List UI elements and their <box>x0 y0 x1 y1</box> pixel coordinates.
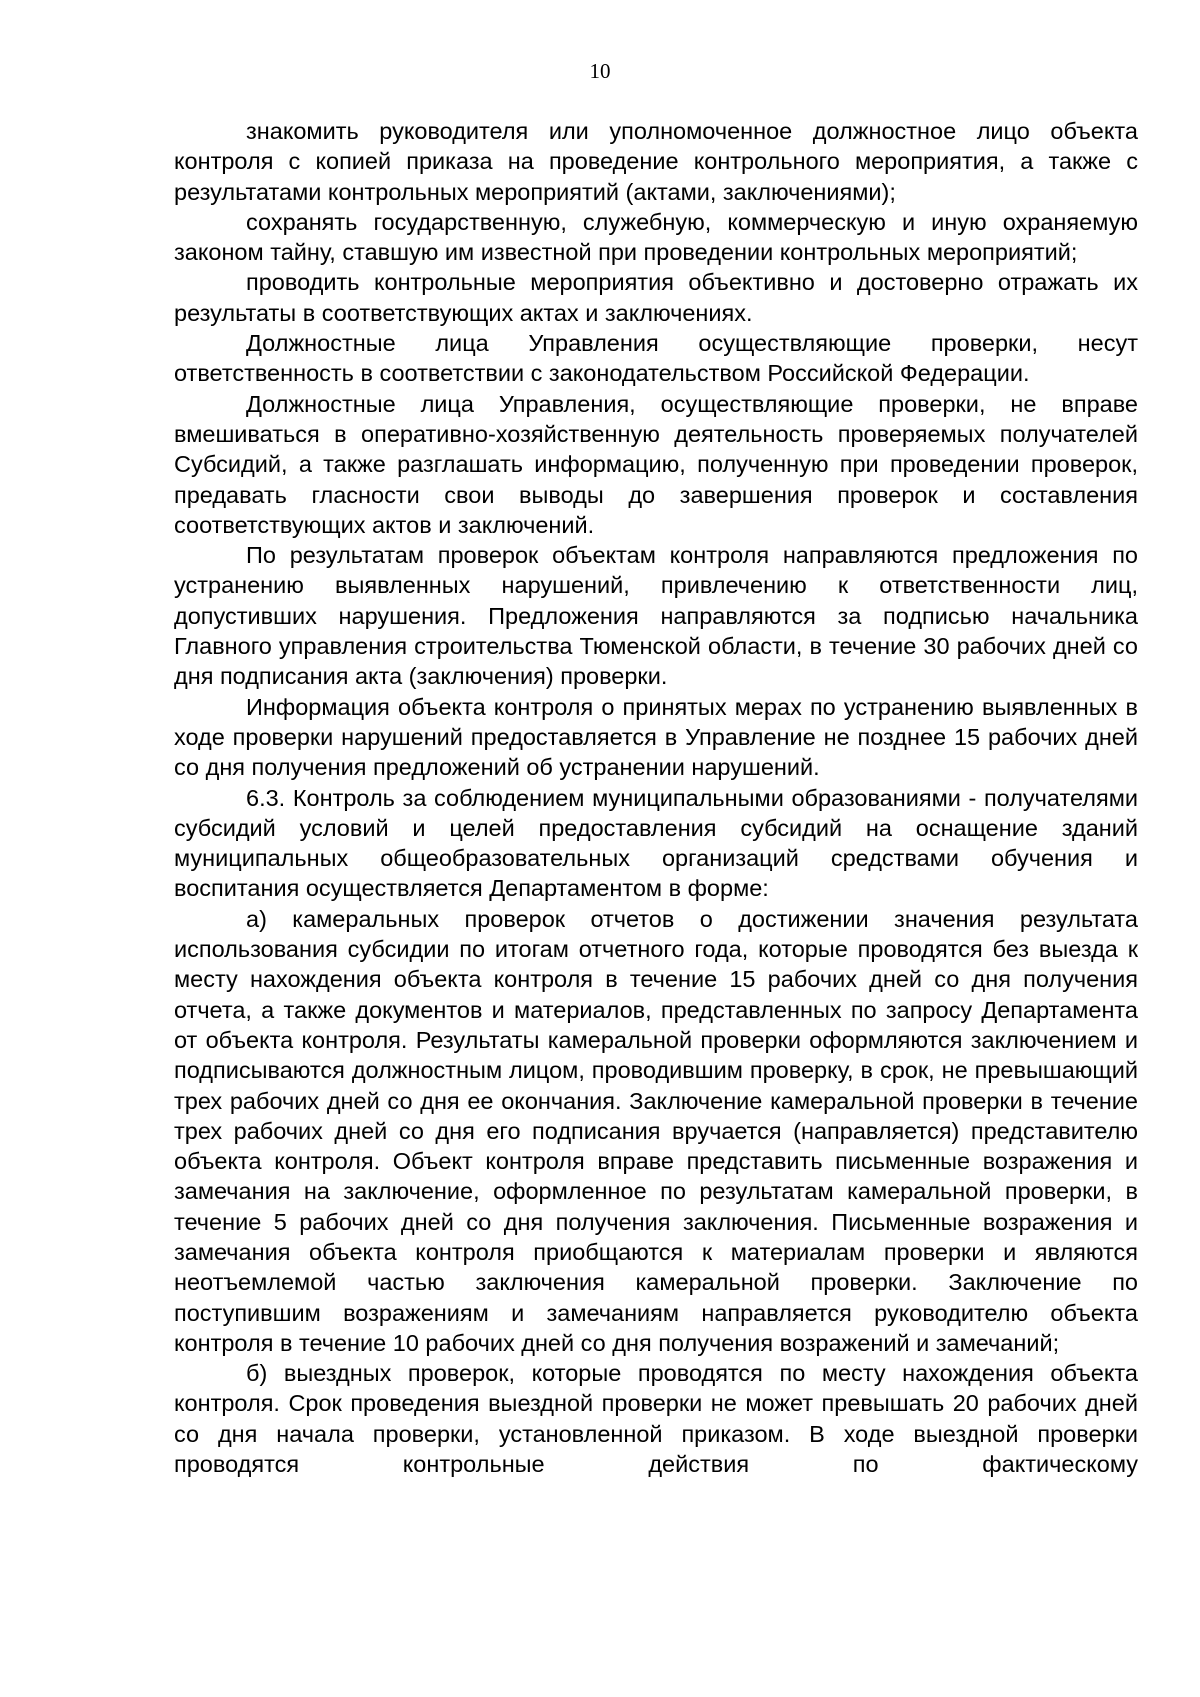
document-body <box>174 116 1138 1479</box>
paragraph-section-6-3: 6.3. Контроль за соблюдением муниципальными образованиями - получателями субсидий условий и целей предоставления субсидий на оснащение зданий муниципальных общеобразовательных организаций средствами обучения и воспитания осуществляется Департаментом в форме: <box>174 784 1138 902</box>
paragraph-keep-secrecy: сохранять государственную, служебную, коммерческую и иную охраняемую законом тайну, ставшую им известной при проведении контрольных мероприятий; <box>174 208 1138 266</box>
paragraph-field-audits: б) выездных проверок, которые проводятся по месту нахождения объекта контроля. Срок проведения выездной проверки не может превышать 20 рабочих дней со дня начала проверки, установленной приказом. В ходе выездной проверки проводятся контрольные действия по фактическому <box>174 1360 1138 1478</box>
paragraph-inspection-results: По результатам проверок объектам контроля направляются предложения по устранению выявленных нарушений, привлечению к ответственности лиц, допустивших нарушения. Предложения направляются за подписью начальника Главного управления строительства Тюменской области, в течение 30 рабочих дней со дня подписания акта (заключения) проверки. <box>174 542 1138 690</box>
paragraph-non-interference: Должностные лица Управления, осуществляющие проверки, не вправе вмешиваться в оперативно-хозяйственную деятельность проверяемых получателей Субсидий, а также разглашать информацию, полученную при проведении проверок, предавать гласности свои выводы до завершения проверок и составления соответствующих актов и заключений. <box>174 390 1138 538</box>
paragraph-desk-audits: а) камеральных проверок отчетов о достижении значения результата использования субсидии по итогам отчетного года, которые проводятся без выезда к месту нахождения объекта контроля в течение 15 рабочих дней со дня получения отчета, а также документов и материалов, представленных по запросу Департамента от объекта контроля. Результаты камеральной проверки оформляются заключением и подписываются должностным лицом, проводившим проверку, в срок, не превышающий трех рабочих дней со дня ее окончания. Заключение камеральной проверки в течение трех рабочих дней со дня его подписания вручается (направляется) представителю объекта контроля. Объект контроля вправе представить письменные возражения и замечания на заключение, оформленное по результатам камеральной проверки, в течение 5 рабочих дней со дня получения заключения. Письменные возражения и замечания объекта контроля приобщаются к материалам проверки и являются неотъемлемой частью заключения камеральной проверки. Заключение по поступившим возражениям и замечаниям направляется руководителю объекта контроля в течение 10 рабочих дней со дня получения возражений и замечаний; <box>174 905 1138 1356</box>
paragraph-objective-control: проводить контрольные мероприятия объективно и достоверно отражать их результаты в соответствующих актах и заключениях. <box>174 269 1138 326</box>
paragraph-acquaint-management: знакомить руководителя или уполномоченное должностное лицо объекта контроля с копией приказа на проведение контрольного мероприятия, а также с результатами контрольных мероприятий (актами, заключениями); <box>174 118 1138 205</box>
paragraph-measures-information: Информация объекта контроля о принятых мерах по устранению выявленных в ходе проверки нарушений предоставляется в Управление не позднее 15 рабочих дней со дня получения предложений об устранении нарушений. <box>174 693 1138 781</box>
page-number: 10 <box>589 59 611 83</box>
paragraph-officials-responsibility: Должностные лица Управления осуществляющие проверки, несут ответственность в соответствии с законодательством Российской Федерации. <box>174 330 1138 387</box>
